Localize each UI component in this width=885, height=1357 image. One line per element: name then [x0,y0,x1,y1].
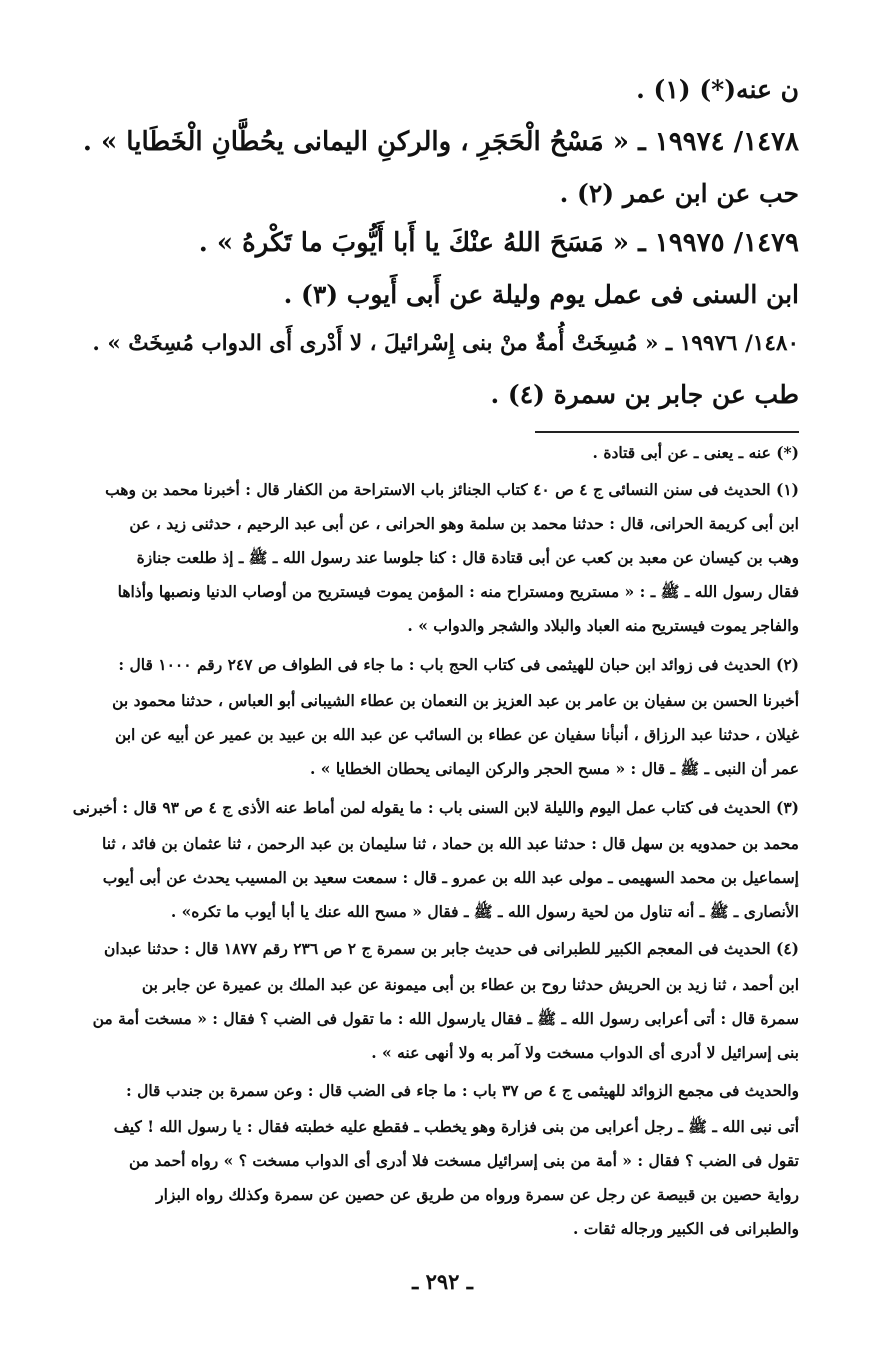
footnote-line: والطبرانى فى الكبير ورجاله ثقات . [573,1219,799,1238]
footnote-line: ابن أبى كريمة الحرانى، قال : حدثنا محمد بن سلمة وهو الحرانى ، عن أبى عبد الرحيم ، حدثنى زيد ، عن [129,514,799,533]
footnote-line: (١) الحديث فى سنن النسائى ج ٤ ص ٤٠ كتاب الجنائز باب الاستراحة من الكفار قال : أخبرنا محمد بن وهب [105,480,799,499]
footnote-line: أتى نبى الله ـ ﷺ ـ رجل أعرابى من بنى فزارة وهو يخطب ـ فقطع عليه خطبته فقال : يا رسول الله ! كيف [113,1117,799,1136]
footnote-line: والفاجر يموت فيستريح منه العباد والبلاد والشجر والدواب » . [407,616,799,635]
footnote-line: الأنصارى ـ ﷺ ـ أنه تناول من لحية رسول الله ـ ﷺ ـ فقال « مسح الله عنك يا أبا أيوب ما تكره» . [170,902,799,921]
source-line: طب عن جابر بن سمرة (٤) . [490,380,799,409]
footnote-line: عمر أن النبى ـ ﷺ ـ قال : « مسح الحجر والركن اليمانى يحطان الخطايا » . [309,759,799,778]
footnote-line: (٤) الحديث فى المعجم الكبير للطبرانى فى حديث جابر بن سمرة ج ٢ ص ٢٣٦ رقم ١٨٧٧ قال : حدثنا عبدان [104,939,799,958]
hadith-line: ١٤٨٠/ ١٩٩٧٦ ـ « مُسِخَتْ أُمةٌ منْ بنى إِسْرائيلَ ، لا أَدْرى أَى الدواب مُسِخَتْ » . [92,331,799,356]
footnote-line: سمرة قال : أتى أعرابى رسول الله ـ ﷺ ـ فقال يارسول الله : ما تقول فى الضب ؟ فقال : « مسخت أمة من [92,1009,799,1028]
footnote-line: (٣) الحديث فى كتاب عمل اليوم والليلة لابن السنى باب : ما يقوله لمن أماط عنه الأذى ج ٤ ص ٩٣ قال : أخبرنى [72,798,799,817]
footnote-line: محمد بن حمدويه بن سهل قال : حدثنا عبد الله بن حماد ، ثنا سليمان بن عبد الرحمن ، ثنا عثمان بن فائد ، ثنا [102,834,799,853]
footnote-line: والحديث فى مجمع الزوائد للهيثمى ج ٤ ص ٣٧ باب : ما جاء فى الضب قال : وعن سمرة بن جندب قال : [125,1081,799,1100]
footnote-line: فقال رسول الله ـ ﷺ ـ : « مستريح ومستراح منه : المؤمن يموت فيستريح من أوصاب الدنيا ونصبها وأذاها [117,582,799,601]
footnote-line: إسماعيل بن محمد السهيمى ـ مولى عبد الله بن عمرو ـ قال : سمعت سعيد بن المسيب يحدث عن أبى أيوب [102,868,799,887]
footnote-line: أخبرنا الحسن بن سفيان بن عامر بن عبد العزيز بن النعمان بن عطاء الشيبانى أبو العباس ، حدثنا محمود بن [112,691,799,710]
source-line: ابن السنى فى عمل يوم وليلة عن أَبى أَيوب (٣) . [283,280,799,309]
footnote-divider [535,431,799,433]
page-number: ـ ٢٩٢ ـ [412,1269,473,1294]
footnote-line: بنى إسرائيل لا أدرى أى الدواب مسخت ولا آمر به ولا أنهى عنه » . [371,1043,799,1062]
footnote-line: ابن أحمد ، ثنا زيد بن الحريش حدثنا روح بن عطاء بن أبى ميمونة عن عبد الملك بن عميرة عن جابر بن [141,975,799,994]
source-line: حب عن ابن عمر (٢) . [559,179,799,208]
footnote-line: وهب بن كيسان عن معبد بن كعب عن أبى قتادة قال : كنا جلوسا عند رسول الله ـ ﷺ ـ إذ طلعت جنازة [136,548,799,567]
footnote-line: تقول فى الضب ؟ فقال : « أمة من بنى إسرائيل مسخت فلا أدرى أى الدواب مسخت ؟ » رواه أحمد من [128,1151,799,1170]
footnote-line: غيلان ، حدثنا عبد الرزاق ، أنبأنا سفيان عن عطاء بن السائب عن عبد الله بن عبيد بن عمير عن أبيه عن ابن [114,725,799,744]
footnote-line: (٢) الحديث فى زوائد ابن حبان للهيثمى فى كتاب الحج باب : ما جاء فى الطواف ص ٢٤٧ رقم ١٠٠٠ قال : [118,655,799,674]
main-text-line: ن عنه(*) (١) . [636,75,799,104]
hadith-line: ١٤٧٩/ ١٩٩٧٥ ـ « مَسَحَ اللهُ عنْكَ يا أَبا أَيُّوبَ ما تَكْرهُ » . [198,228,799,258]
hadith-line: ١٤٧٨/ ١٩٩٧٤ ـ « مَسْحُ الْحَجَرِ ، والركنِ اليمانى يحُطَّانِ الْخَطَايا » . [82,127,799,157]
footnote-line: (*) عنه ـ يعنى ـ عن أبى قتادة . [592,443,799,462]
footnote-line: رواية حصين بن قبيصة عن رجل عن سمرة ورواه من طريق عن حصين عن سمرة وكذلك رواه البزار [156,1185,799,1204]
